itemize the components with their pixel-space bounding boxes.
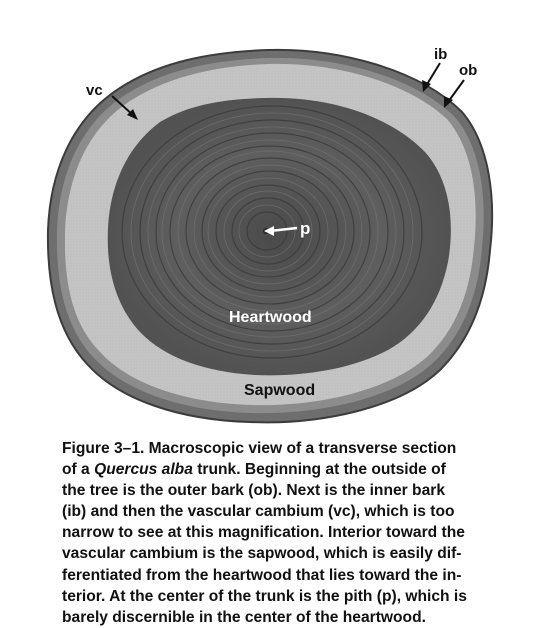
caption-line: (ib) and then the vascular cambium (vc), which is too <box>62 503 455 521</box>
vascular-cambium-label: vc <box>86 82 103 99</box>
caption-line: terior. At the center of the trunk is the pith (p), which is <box>62 587 467 605</box>
caption-line: Figure 3–1. Macroscopic view of a transverse section <box>62 440 457 457</box>
caption-line: ferentiated from the heartwood that lies toward the in- <box>62 566 462 584</box>
caption-line: the tree is the outer bark (ob). Next is the inner bark <box>62 482 445 500</box>
figure-caption <box>62 438 534 628</box>
caption-line: barely discernible in the center of the heartwood. <box>62 608 426 626</box>
outer-bark-label: ob <box>459 62 478 79</box>
heartwood-label: Heartwood <box>229 309 312 326</box>
ib-arrow <box>426 63 440 86</box>
heartwood <box>108 98 451 375</box>
species-name: Quercus alba <box>94 461 193 479</box>
pith-label: p <box>300 219 311 238</box>
caption-line: of a Quercus alba trunk. Beginning at the outside of <box>62 461 446 479</box>
caption-line: narrow to see at this magnification. Interior toward the <box>62 524 465 542</box>
caption-line: vascular cambium is the sapwood, which is easily dif- <box>62 545 462 563</box>
ob-arrow <box>448 80 464 102</box>
sapwood-label: Sapwood <box>244 382 316 399</box>
inner-bark-label: ib <box>434 46 448 63</box>
